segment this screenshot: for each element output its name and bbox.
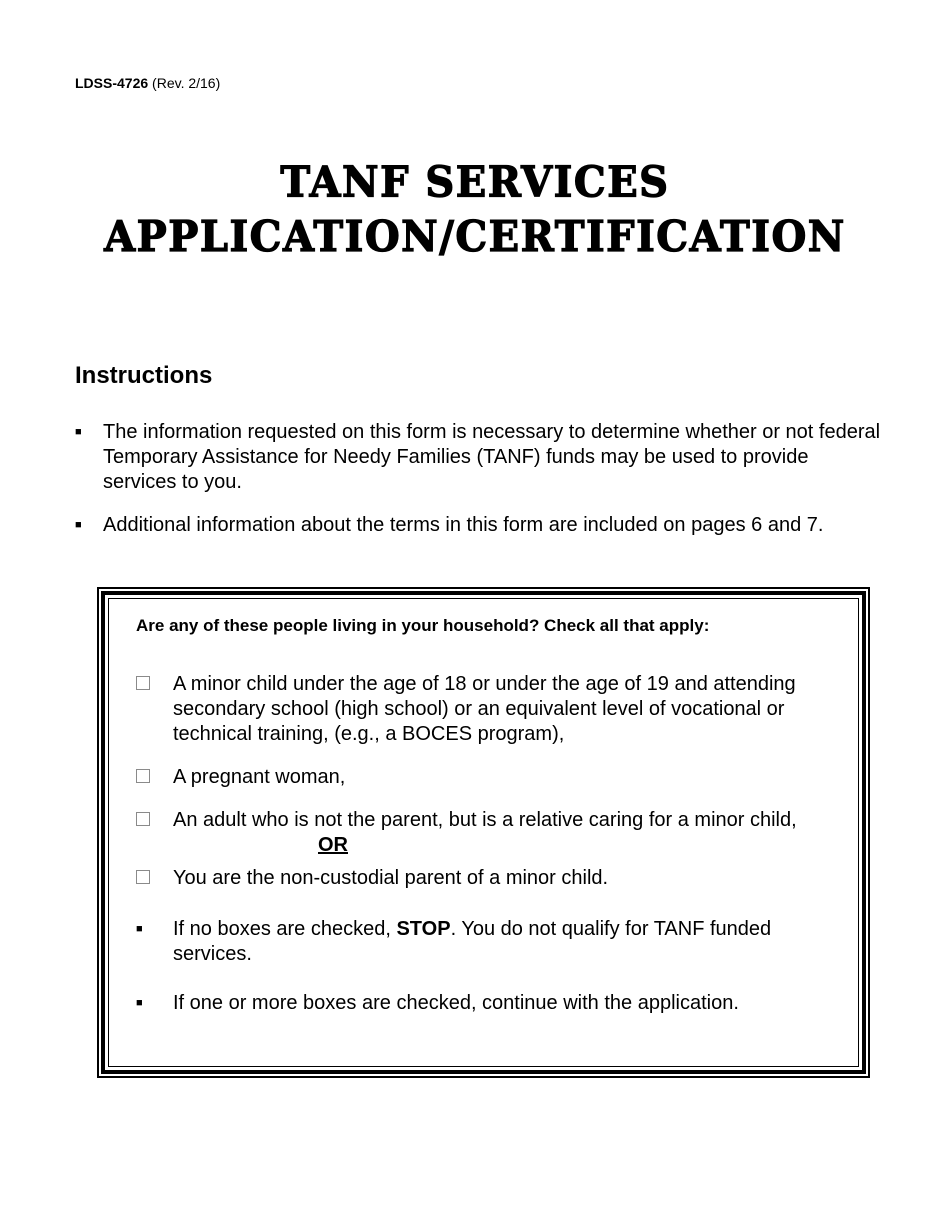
instruction-item (75, 513, 885, 538)
instruction-text: The information requested on this form is necessary to determine whether or not federal Temporary Assistance for Needy Families (TANF) funds may be used to provide services to you. (103, 421, 881, 493)
stop-word: STOP (396, 918, 451, 940)
household-options (136, 672, 836, 1016)
household-option-non-custodial-parent (136, 866, 836, 891)
bullet-icon: ■ (75, 426, 82, 438)
form-code: LDSS-4726 (75, 75, 149, 91)
instruction-item (75, 420, 885, 495)
stop-note-suffix: . You do not qualify for TANF funded services. (173, 918, 772, 965)
stop-note (136, 917, 836, 967)
title-line-1: TANF SERVICES (280, 157, 670, 207)
continue-note (136, 991, 836, 1016)
title-line-2: APPLICATION/CERTIFICATION (104, 212, 846, 262)
or-separator: OR (318, 834, 348, 856)
page-title (0, 155, 950, 264)
option-label: An adult who is not the parent, but is a relative caring for a minor child, (173, 809, 797, 831)
option-label: You are the non-custodial parent of a minor child. (173, 867, 609, 889)
stop-note-prefix: If no boxes are checked, (173, 918, 397, 940)
option-label: A minor child under the age of 18 or under the age of 19 and attending secondary school (high school) or an equivalent level of vocational or technical training, (e.g., a BOCES program), (173, 673, 796, 745)
household-question: Are any of these people living in your household? Check all that apply: (136, 616, 710, 635)
bullet-icon: ■ (75, 519, 82, 531)
instructions-list (75, 420, 885, 556)
instruction-text: Additional information about the terms in this form are included on pages 6 and 7. (103, 514, 824, 536)
bullet-icon: ■ (136, 997, 143, 1009)
relative-caregiver-checkbox[interactable] (136, 812, 150, 826)
household-option-relative-caregiver (136, 808, 836, 833)
minor-child-checkbox[interactable] (136, 676, 150, 690)
form-identifier (75, 75, 220, 91)
option-label: A pregnant woman, (173, 766, 346, 788)
household-option-minor-child (136, 672, 836, 747)
bullet-icon: ■ (136, 923, 143, 935)
household-option-pregnant-woman (136, 765, 836, 790)
form-revision: (Rev. 2/16) (152, 75, 221, 91)
continue-note-text: If one or more boxes are checked, continue with the application. (173, 992, 739, 1014)
non-custodial-parent-checkbox[interactable] (136, 870, 150, 884)
instructions-heading: Instructions (75, 362, 213, 389)
pregnant-woman-checkbox[interactable] (136, 769, 150, 783)
